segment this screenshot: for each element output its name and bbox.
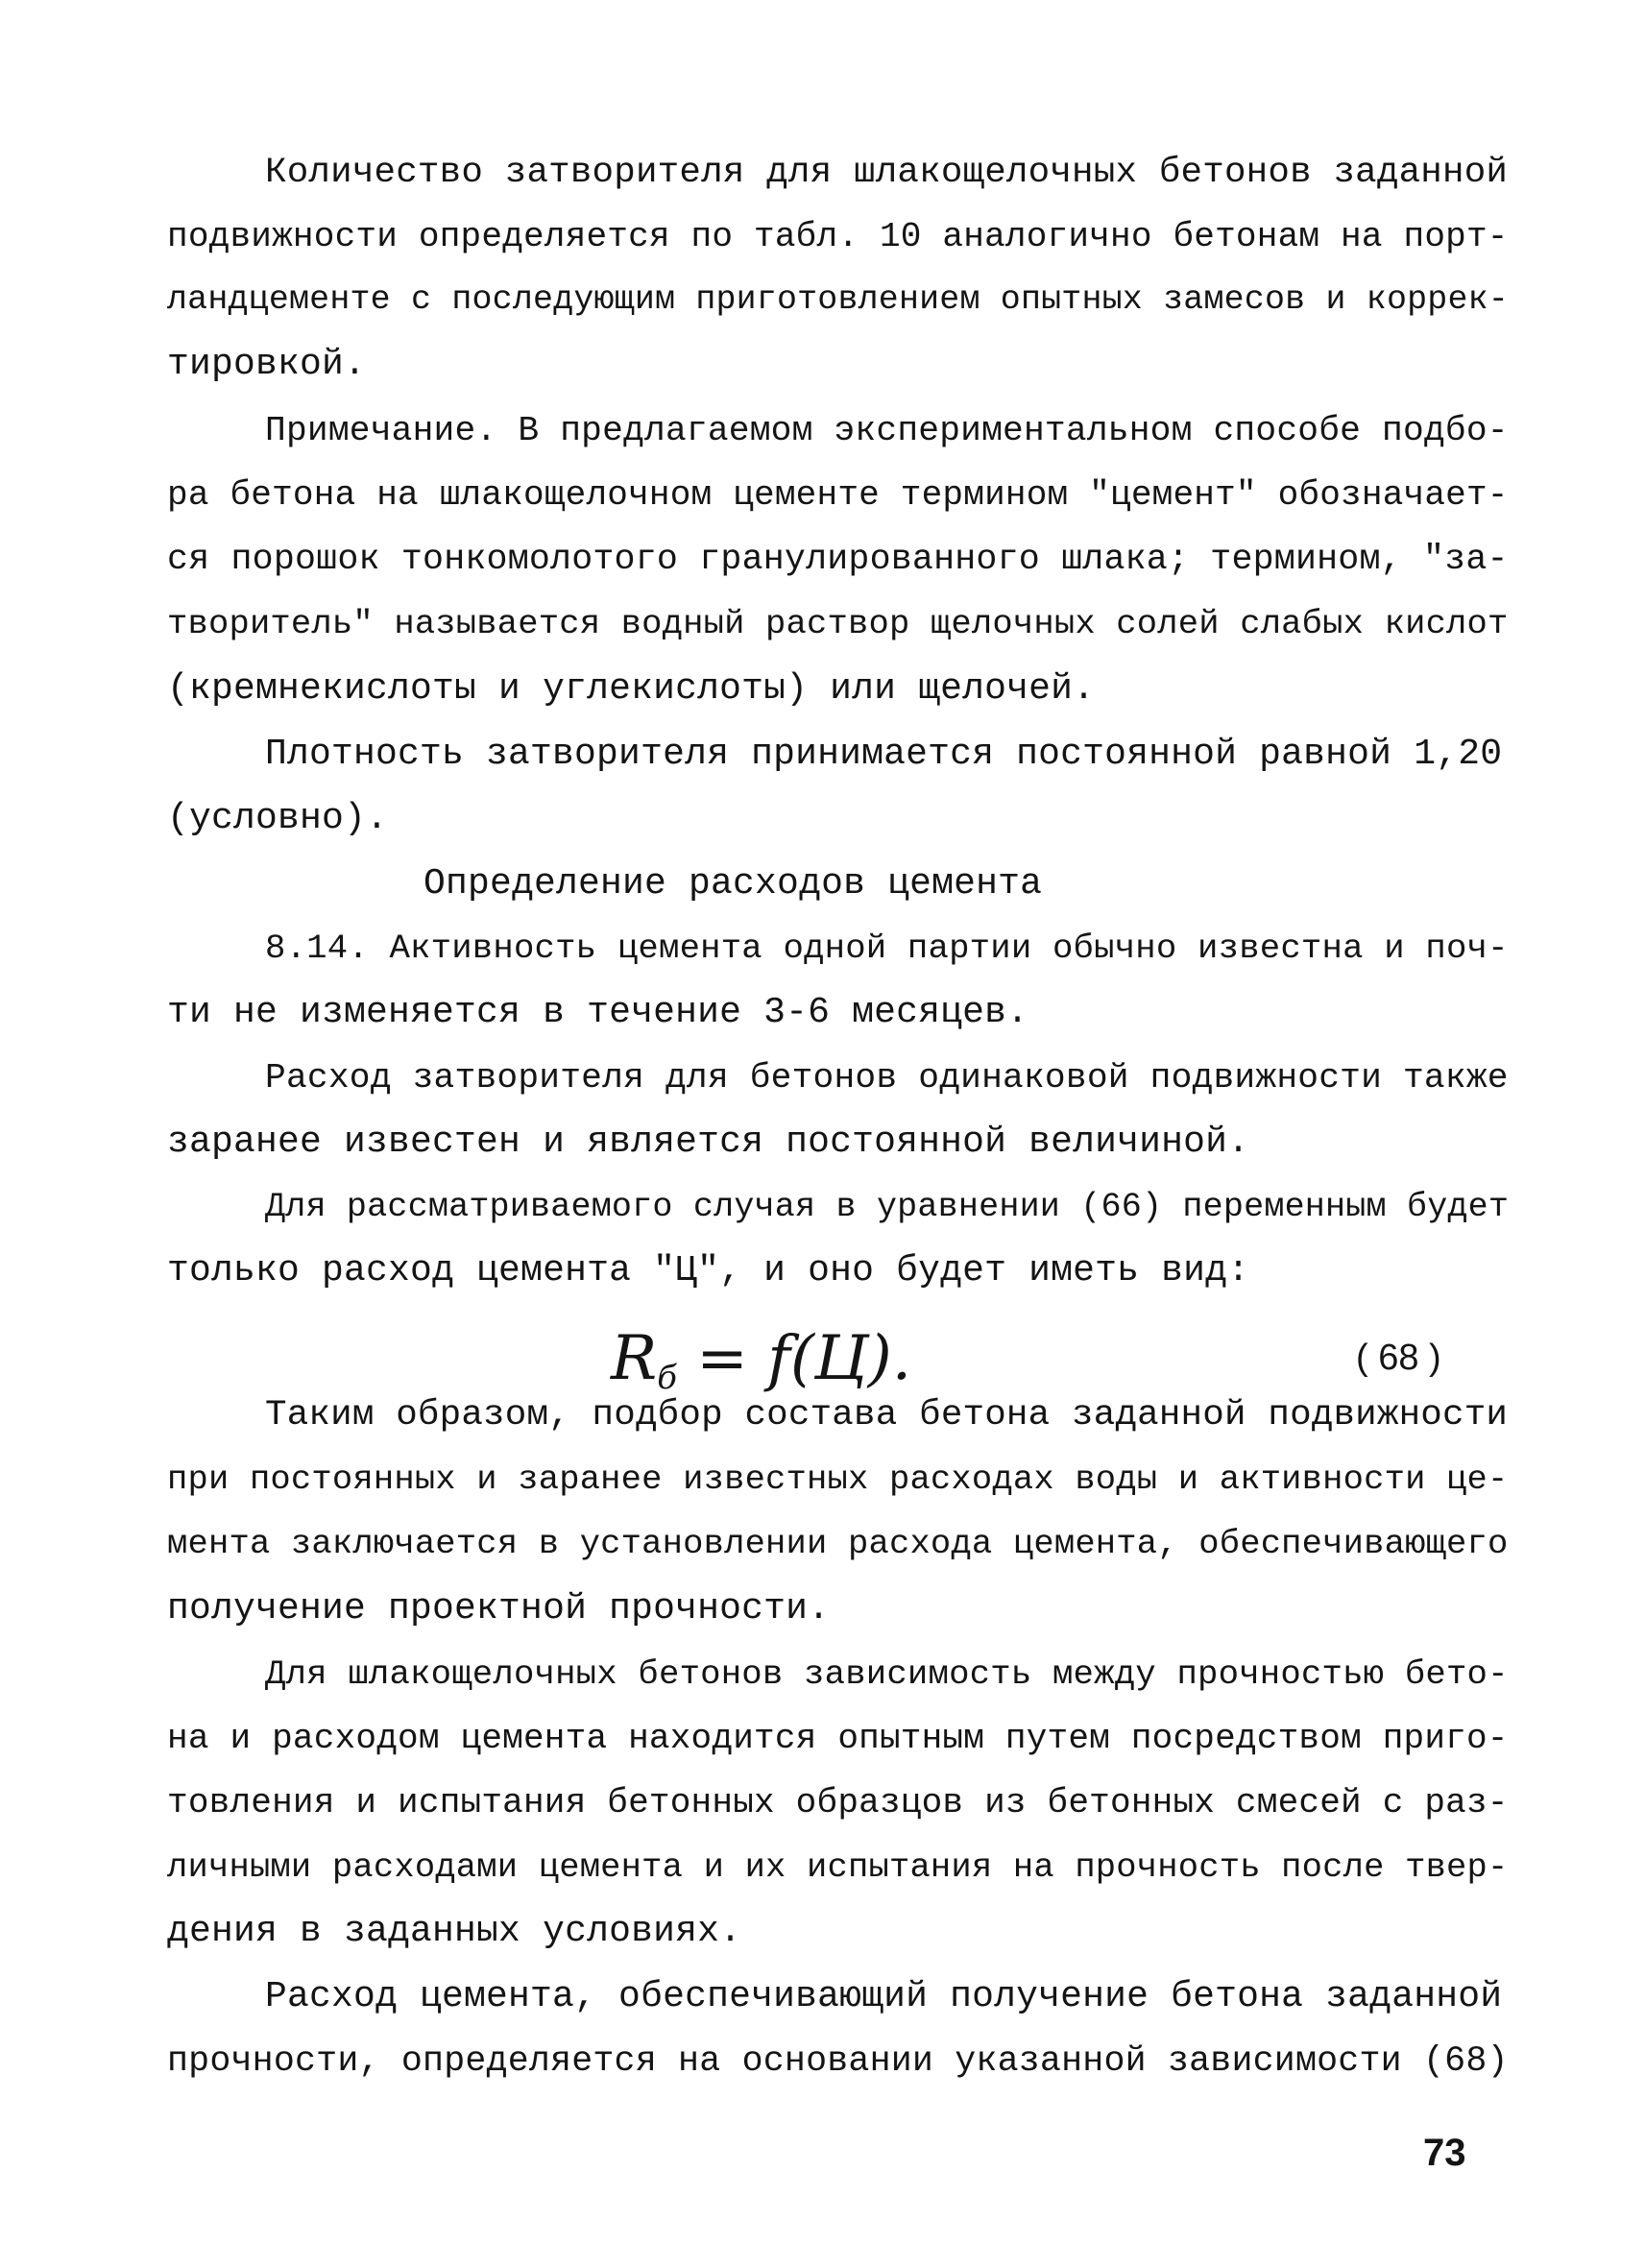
- density-line-2: (условно).: [167, 798, 389, 839]
- mixer-line-2: заранее известен и является постоянной величиной.: [167, 1122, 1250, 1163]
- dependence-line-1: Для шлакощелочных бетонов зависимость между прочностью бето-: [265, 1654, 1509, 1694]
- density-line-1: Плотность затворителя принимается постоянной равной 1,20: [265, 734, 1503, 775]
- consumption-line-1: Расход цемента, обеспечивающий получение бетона заданной: [265, 1976, 1503, 2017]
- text-line-1: Количество затворителя для шлакощелочных бетонов заданной: [265, 153, 1509, 193]
- clause-8-14-line-1: 8.14. Активность цемента одной партии обычно известна и поч-: [265, 929, 1509, 968]
- text-line-3: ландцементе с последующим приготовлением опытных замесов и коррек-: [167, 281, 1509, 319]
- selection-line-3: мента заключается в установлении расхода цемента, обеспечивающего: [167, 1524, 1509, 1563]
- selection-line-1: Таким образом, подбор состава бетона заданной подвижности: [265, 1395, 1509, 1436]
- note-line-4: творитель" называется водный раствор щелочных солей слабых кислот: [167, 604, 1509, 643]
- clause-8-14-line-2: ти не изменяется в течение 3-6 месяцев.: [167, 992, 1029, 1033]
- dependence-line-5: дения в заданных условиях.: [167, 1911, 742, 1952]
- mixer-line-1: Расход затворителя для бетонов одинаковой подвижности также: [265, 1058, 1509, 1098]
- dependence-line-2: на и расходом цемента находится опытным путем посредством приго-: [167, 1719, 1509, 1758]
- case-line-1: Для рассматриваемого случая в уравнении (66) переменным будет: [265, 1188, 1510, 1226]
- note-line-5: (кремнекислоты и углекислоты) или щелочей.: [167, 668, 1096, 710]
- dependence-line-3: товления и испытания бетонных образцов из бетонных смесей с раз-: [167, 1783, 1509, 1822]
- selection-line-2: при постоянных и заранее известных расходах воды и активности це-: [167, 1460, 1509, 1499]
- consumption-line-2: прочности, определяется на основании указанной зависимости (68): [167, 2041, 1509, 2081]
- note-line-1: Примечание. В предлагаемом экспериментальном способе подбо-: [265, 411, 1509, 450]
- formula-lhs-subscript: б: [657, 1359, 677, 1397]
- text-line-4: тировкой.: [167, 344, 367, 385]
- equation-number: ( 68 ): [1356, 1338, 1441, 1378]
- section-heading: Определение расходов цемента: [423, 863, 1043, 905]
- note-line-2: ра бетона на шлакощелочном цементе термином "цемент" обозначает-: [167, 475, 1509, 515]
- note-line-3: ся порошок тонкомолотого гранулированного шлака; термином, "за-: [167, 540, 1509, 579]
- formula-lhs: R: [611, 1323, 658, 1394]
- text-line-2: подвижности определяется по табл. 10 аналогично бетонам на порт-: [167, 217, 1509, 256]
- formula-rhs: = f(Ц).: [676, 1323, 912, 1394]
- dependence-line-4: личными расходами цемента и их испытания на прочность после твер-: [167, 1847, 1509, 1887]
- case-line-2: только расход цемента "Ц", и оно будет иметь вид:: [167, 1250, 1250, 1291]
- page-number: 73: [1423, 2132, 1466, 2174]
- selection-line-4: получение проектной прочности.: [167, 1588, 831, 1629]
